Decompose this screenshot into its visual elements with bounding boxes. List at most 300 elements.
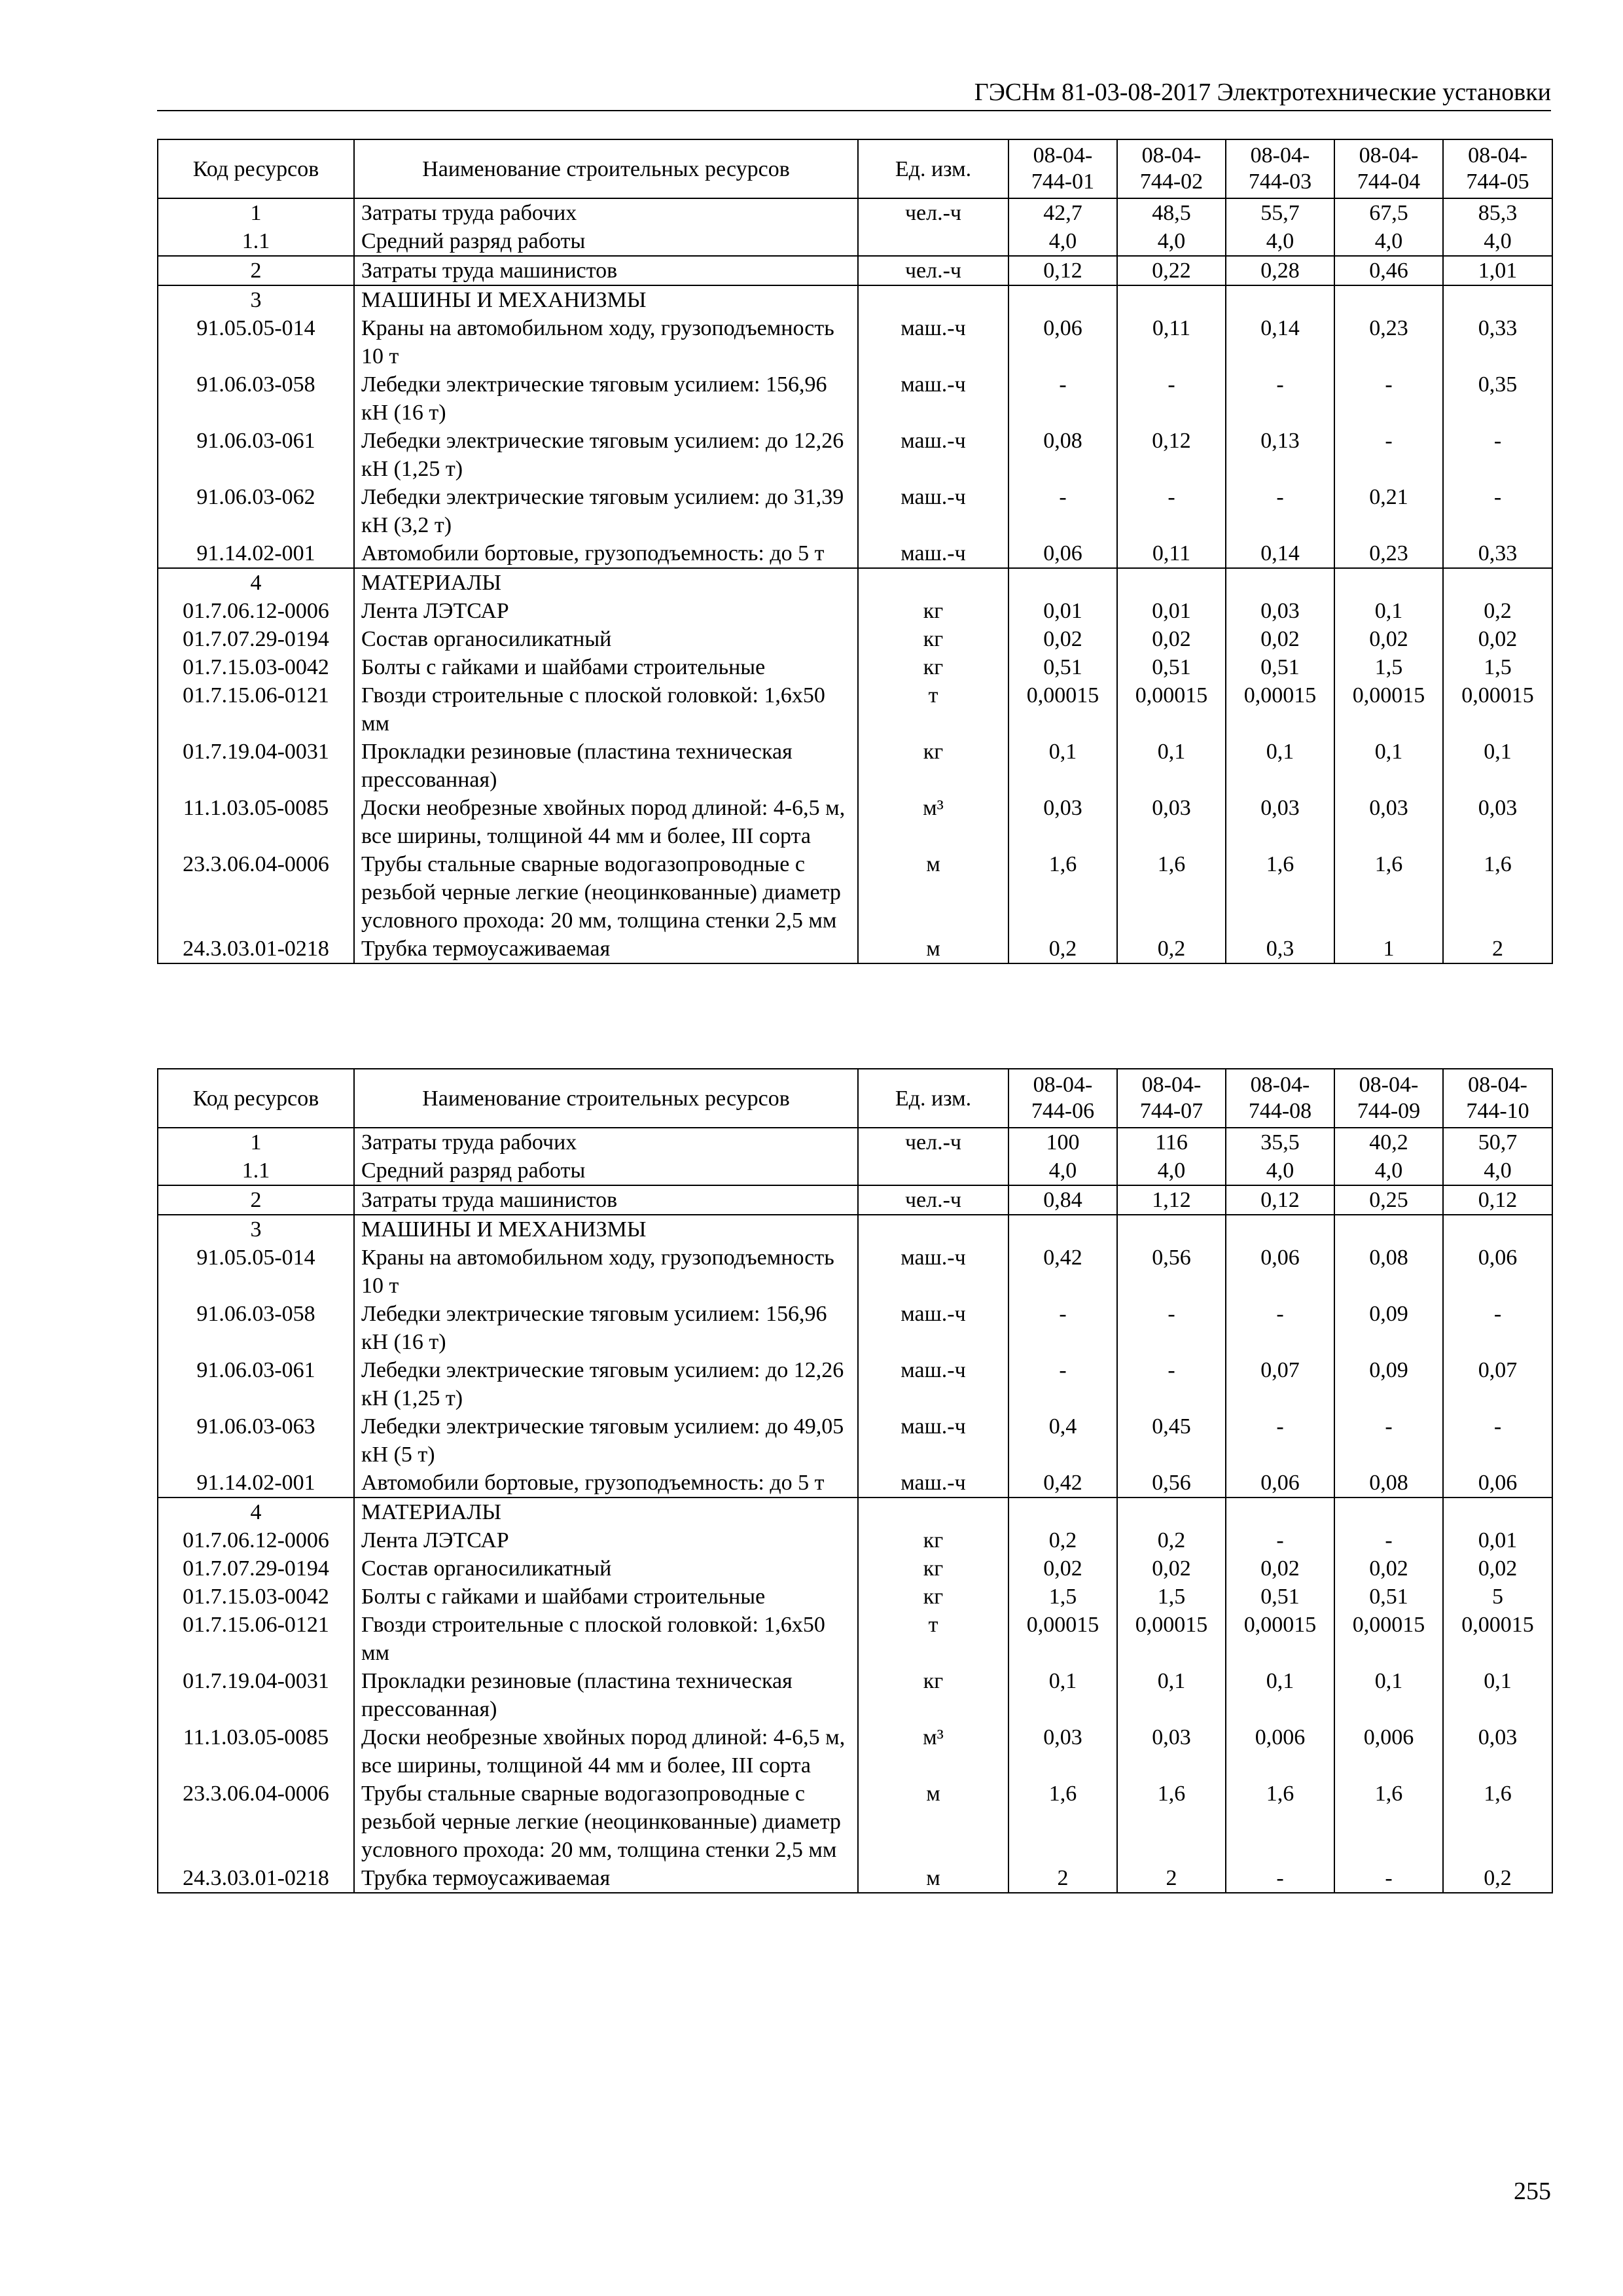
resource-name: Лебедки электрические тяговым усилием: до 12,26 кН (1,25 т)	[354, 1356, 858, 1412]
resource-value: 1,6	[1226, 1780, 1334, 1864]
header-name: Наименование строительных ресурсов	[354, 139, 858, 198]
resource-unit: кг	[858, 1554, 1008, 1583]
table-row	[158, 794, 1552, 850]
resource-value: 1,6	[1443, 850, 1552, 935]
resource-value: 0,11	[1117, 314, 1226, 370]
resource-unit: кг	[858, 1667, 1008, 1723]
resource-code: 01.7.06.12-0006	[158, 597, 354, 625]
resource-value: 0,14	[1226, 314, 1334, 370]
resource-value: 0,03	[1443, 1723, 1552, 1780]
resource-name: Краны на автомобильном ходу, грузоподъемность 10 т	[354, 1244, 858, 1300]
header-rate-line: 08-04-	[1141, 1073, 1202, 1097]
table-row	[158, 1583, 1552, 1611]
resource-value: 0,02	[1008, 625, 1117, 653]
resource-code: 4	[158, 1498, 354, 1526]
resource-unit: маш.-ч	[858, 370, 1008, 427]
resource-value: -	[1117, 1300, 1226, 1356]
resource-value: 0,28	[1226, 256, 1334, 285]
table-row	[158, 1185, 1552, 1215]
resource-value: 4,0	[1008, 1157, 1117, 1185]
header-rate-line: 744-09	[1357, 1099, 1421, 1123]
resource-value	[1117, 568, 1226, 597]
resource-value: 0,1	[1334, 597, 1443, 625]
resource-value: -	[1117, 1356, 1226, 1412]
resource-value: 0,02	[1443, 1554, 1552, 1583]
resource-value	[1334, 285, 1443, 314]
table-row	[158, 227, 1552, 256]
resource-value: 0,00015	[1226, 1611, 1334, 1667]
resource-unit: чел.-ч	[858, 1128, 1008, 1157]
resource-value: 0,2	[1117, 935, 1226, 963]
resource-value: -	[1443, 1412, 1552, 1469]
resource-name: Болты с гайками и шайбами строительные	[354, 653, 858, 681]
resource-value: 1,6	[1334, 850, 1443, 935]
resource-code: 1.1	[158, 227, 354, 256]
resource-value: 35,5	[1226, 1128, 1334, 1157]
resource-value	[1443, 285, 1552, 314]
resource-code: 01.7.06.12-0006	[158, 1526, 354, 1554]
resource-code: 91.06.03-063	[158, 1412, 354, 1469]
resource-value: -	[1226, 1526, 1334, 1554]
resource-value: 1,12	[1117, 1185, 1226, 1215]
resource-value: 1,6	[1117, 1780, 1226, 1864]
resource-code: 23.3.06.04-0006	[158, 850, 354, 935]
resource-value: 4,0	[1008, 227, 1117, 256]
resource-value	[1443, 1498, 1552, 1526]
resource-code: 24.3.03.01-0218	[158, 1864, 354, 1893]
resource-unit: м³	[858, 1723, 1008, 1780]
header-rate-line: 08-04-	[1250, 143, 1310, 168]
resource-code: 2	[158, 256, 354, 285]
header-row	[158, 139, 1552, 198]
resource-name: МАШИНЫ И МЕХАНИЗМЫ	[354, 1215, 858, 1244]
resource-value: 0,07	[1443, 1356, 1552, 1412]
resource-name: Трубы стальные сварные водогазопроводные с резьбой черные легкие (неоцинкованные) диаметр условного прохода: 20 мм, толщина стенки 2,5 мм	[354, 1780, 858, 1864]
header-rate-line: 08-04-	[1033, 1073, 1093, 1097]
resource-value: 0,06	[1443, 1244, 1552, 1300]
resource-value: 0,33	[1443, 539, 1552, 568]
table-row	[158, 1611, 1552, 1667]
resource-value: -	[1443, 427, 1552, 483]
header-rate-code	[1117, 1069, 1226, 1128]
resource-value: 0,00015	[1117, 681, 1226, 738]
resource-value: 2	[1443, 935, 1552, 963]
resource-value: 1,5	[1008, 1583, 1117, 1611]
table-row	[158, 370, 1552, 427]
resource-unit: кг	[858, 1583, 1008, 1611]
header-rate-line: 08-04-	[1141, 143, 1202, 168]
page-number: 255	[1514, 2178, 1551, 2205]
resource-value: 0,35	[1443, 370, 1552, 427]
resource-value	[1008, 285, 1117, 314]
header-rate-line: 744-03	[1248, 170, 1312, 194]
resource-value: 0,42	[1008, 1469, 1117, 1498]
resource-value: 0,09	[1334, 1356, 1443, 1412]
resource-value: 4,0	[1443, 227, 1552, 256]
resource-unit: маш.-ч	[858, 427, 1008, 483]
resource-value: 0,006	[1334, 1723, 1443, 1780]
page-header	[157, 77, 1551, 111]
header-rate-line: 08-04-	[1033, 143, 1093, 168]
header-rate-code	[1334, 139, 1443, 198]
resource-value: 0,02	[1226, 625, 1334, 653]
header-unit: Ед. изм.	[858, 139, 1008, 198]
resource-value: 0,2	[1008, 1526, 1117, 1554]
resource-value: 0,56	[1117, 1469, 1226, 1498]
resource-code: 91.06.03-061	[158, 1356, 354, 1412]
resource-unit: маш.-ч	[858, 1356, 1008, 1412]
resource-value: 1,01	[1443, 256, 1552, 285]
resource-value: 0,02	[1117, 1554, 1226, 1583]
document-title: ГЭСНм 81-03-08-2017 Электротехнические установки	[974, 79, 1551, 106]
resource-value: 0,03	[1117, 1723, 1226, 1780]
resource-value: 0,03	[1334, 794, 1443, 850]
resource-unit	[858, 285, 1008, 314]
resource-value: 0,1	[1334, 738, 1443, 794]
resource-value	[1334, 1498, 1443, 1526]
resource-table-2	[157, 1068, 1553, 1893]
resource-unit: маш.-ч	[858, 314, 1008, 370]
resource-value: 42,7	[1008, 198, 1117, 227]
header-rate-line: 08-04-	[1359, 143, 1419, 168]
resource-value	[1008, 568, 1117, 597]
resource-value: 0,51	[1226, 653, 1334, 681]
header-rate-line: 744-05	[1466, 170, 1529, 194]
header-rate-code	[1334, 1069, 1443, 1128]
resource-value: 0,03	[1226, 794, 1334, 850]
table-row	[158, 1356, 1552, 1412]
resource-value: 0,006	[1226, 1723, 1334, 1780]
resource-value: -	[1334, 427, 1443, 483]
resource-unit: маш.-ч	[858, 1300, 1008, 1356]
header-rate-line: 08-04-	[1468, 1073, 1527, 1097]
resource-value: 0,06	[1226, 1469, 1334, 1498]
resource-value	[1226, 285, 1334, 314]
resource-value: 0,23	[1334, 314, 1443, 370]
resource-value: -	[1226, 1864, 1334, 1893]
resource-value: -	[1443, 1300, 1552, 1356]
table-row	[158, 314, 1552, 370]
resource-value: 0,1	[1226, 1667, 1334, 1723]
table-row	[158, 653, 1552, 681]
resource-value: -	[1008, 1300, 1117, 1356]
resource-code: 01.7.15.06-0121	[158, 1611, 354, 1667]
resource-unit	[858, 1215, 1008, 1244]
resource-name: Лебедки электрические тяговым усилием: 156,96 кН (16 т)	[354, 370, 858, 427]
resource-value: 50,7	[1443, 1128, 1552, 1157]
resource-value: 1,6	[1334, 1780, 1443, 1864]
resource-code: 01.7.19.04-0031	[158, 1667, 354, 1723]
resource-value: 116	[1117, 1128, 1226, 1157]
resource-unit: маш.-ч	[858, 1469, 1008, 1498]
resource-unit: маш.-ч	[858, 1244, 1008, 1300]
resource-value: 0,12	[1117, 427, 1226, 483]
resource-value: -	[1334, 1864, 1443, 1893]
resource-value	[1226, 1498, 1334, 1526]
resource-unit: чел.-ч	[858, 198, 1008, 227]
resource-unit: кг	[858, 738, 1008, 794]
resource-code: 01.7.15.06-0121	[158, 681, 354, 738]
header-code: Код ресурсов	[158, 139, 354, 198]
resource-unit	[858, 1498, 1008, 1526]
header-rate-code	[1226, 1069, 1334, 1128]
resource-code: 3	[158, 285, 354, 314]
resource-value: 0,00015	[1443, 681, 1552, 738]
table-row	[158, 597, 1552, 625]
header-rate-line: 08-04-	[1250, 1073, 1310, 1097]
resource-unit: маш.-ч	[858, 1412, 1008, 1469]
resource-code: 11.1.03.05-0085	[158, 794, 354, 850]
table-row	[158, 625, 1552, 653]
resource-code: 91.05.05-014	[158, 1244, 354, 1300]
resource-value	[1008, 1215, 1117, 1244]
resource-code: 91.05.05-014	[158, 314, 354, 370]
resource-value: 0,02	[1443, 625, 1552, 653]
resource-value: -	[1443, 483, 1552, 539]
resource-value: 5	[1443, 1583, 1552, 1611]
resource-value	[1226, 1215, 1334, 1244]
resource-value: 55,7	[1226, 198, 1334, 227]
resource-value: 0,51	[1008, 653, 1117, 681]
resource-value: 85,3	[1443, 198, 1552, 227]
resource-value	[1117, 1215, 1226, 1244]
resource-value: 1,6	[1117, 850, 1226, 935]
resource-value: 0,01	[1443, 1526, 1552, 1554]
resource-name: Затраты труда рабочих	[354, 198, 858, 227]
resource-unit: маш.-ч	[858, 539, 1008, 568]
resource-value: 0,00015	[1226, 681, 1334, 738]
resource-value: 0,14	[1226, 539, 1334, 568]
resource-unit: чел.-ч	[858, 1185, 1008, 1215]
resource-value: 0,4	[1008, 1412, 1117, 1469]
resource-value: -	[1226, 1412, 1334, 1469]
table-row	[158, 427, 1552, 483]
resource-value: 0,25	[1334, 1185, 1443, 1215]
resource-value: 0,46	[1334, 256, 1443, 285]
resource-unit	[858, 568, 1008, 597]
resource-name: Лебедки электрические тяговым усилием: до 12,26 кН (1,25 т)	[354, 427, 858, 483]
table-row	[158, 738, 1552, 794]
resource-name: Прокладки резиновые (пластина техническая прессованная)	[354, 738, 858, 794]
table-row	[158, 1554, 1552, 1583]
resource-value: 1,6	[1008, 1780, 1117, 1864]
resource-value: 0,12	[1008, 256, 1117, 285]
header-rate-line: 08-04-	[1468, 143, 1527, 168]
resource-value: 0,00015	[1008, 681, 1117, 738]
table-row	[158, 483, 1552, 539]
resource-value: -	[1226, 370, 1334, 427]
resource-value: 0,2	[1443, 597, 1552, 625]
resource-code: 3	[158, 1215, 354, 1244]
table-row	[158, 539, 1552, 568]
resource-value: 0,22	[1117, 256, 1226, 285]
resource-name: Автомобили бортовые, грузоподъемность: до 5 т	[354, 539, 858, 568]
table-row	[158, 1780, 1552, 1864]
resource-unit: т	[858, 1611, 1008, 1667]
header-rate-line: 744-06	[1031, 1099, 1095, 1123]
resource-name: Лебедки электрические тяговым усилием: до 31,39 кН (3,2 т)	[354, 483, 858, 539]
resource-name: Затраты труда рабочих	[354, 1128, 858, 1157]
resource-code: 24.3.03.01-0218	[158, 935, 354, 963]
resource-value: 0,51	[1117, 653, 1226, 681]
table-row	[158, 198, 1552, 227]
resource-value: 0,42	[1008, 1244, 1117, 1300]
resource-unit: м	[858, 850, 1008, 935]
header-code: Код ресурсов	[158, 1069, 354, 1128]
resource-value: 0,08	[1334, 1244, 1443, 1300]
resource-name: Доски необрезные хвойных пород длиной: 4-6,5 м, все ширины, толщиной 44 мм и более, III сорта	[354, 794, 858, 850]
resource-value: 4,0	[1226, 227, 1334, 256]
header-rate-line: 744-10	[1466, 1099, 1529, 1123]
table-row	[158, 1498, 1552, 1526]
resource-value: -	[1226, 483, 1334, 539]
header-row	[158, 1069, 1552, 1128]
table-row	[158, 935, 1552, 963]
resource-value: 0,03	[1226, 597, 1334, 625]
resource-name: Гвозди строительные с плоской головкой: 1,6х50 мм	[354, 1611, 858, 1667]
resource-code: 01.7.07.29-0194	[158, 625, 354, 653]
resource-name: Трубка термоусаживаемая	[354, 935, 858, 963]
resource-name: Трубы стальные сварные водогазопроводные с резьбой черные легкие (неоцинкованные) диаметр условного прохода: 20 мм, толщина стенки 2,5 мм	[354, 850, 858, 935]
resource-value: 0,2	[1443, 1864, 1552, 1893]
header-rate-line: 744-08	[1248, 1099, 1312, 1123]
table-row	[158, 256, 1552, 285]
resource-table-1	[157, 139, 1553, 964]
resource-name: МАТЕРИАЛЫ	[354, 1498, 858, 1526]
resource-value	[1334, 1215, 1443, 1244]
resource-unit: м	[858, 1780, 1008, 1864]
resource-value: 0,01	[1008, 597, 1117, 625]
resource-unit: м	[858, 935, 1008, 963]
resource-value: 0,12	[1443, 1185, 1552, 1215]
resource-name: Состав органосиликатный	[354, 1554, 858, 1583]
resource-name: Лебедки электрические тяговым усилием: 156,96 кН (16 т)	[354, 1300, 858, 1356]
resource-value: 0,00015	[1443, 1611, 1552, 1667]
resource-unit	[858, 1157, 1008, 1185]
resource-code: 91.06.03-058	[158, 370, 354, 427]
resource-unit: кг	[858, 1526, 1008, 1554]
resource-value: 0,08	[1334, 1469, 1443, 1498]
resource-code: 01.7.07.29-0194	[158, 1554, 354, 1583]
resource-code: 11.1.03.05-0085	[158, 1723, 354, 1780]
resource-value: 0,45	[1117, 1412, 1226, 1469]
resource-value: 0,51	[1334, 1583, 1443, 1611]
resource-value	[1443, 568, 1552, 597]
resource-value: 0,51	[1226, 1583, 1334, 1611]
resource-value: 0,13	[1226, 427, 1334, 483]
resource-code: 01.7.15.03-0042	[158, 1583, 354, 1611]
resource-value: 0,03	[1008, 1723, 1117, 1780]
table-row	[158, 568, 1552, 597]
resource-value: 4,0	[1117, 1157, 1226, 1185]
resource-value: 100	[1008, 1128, 1117, 1157]
resource-unit: м³	[858, 794, 1008, 850]
resource-code: 01.7.15.03-0042	[158, 653, 354, 681]
resource-name: Трубка термоусаживаемая	[354, 1864, 858, 1893]
resource-value: 0,2	[1008, 935, 1117, 963]
resource-value: -	[1008, 1356, 1117, 1412]
resource-name: Болты с гайками и шайбами строительные	[354, 1583, 858, 1611]
resource-code: 1	[158, 1128, 354, 1157]
resource-name: Гвозди строительные с плоской головкой: 1,6х50 мм	[354, 681, 858, 738]
resource-value: 0,03	[1117, 794, 1226, 850]
resource-name: Лента ЛЭТСАР	[354, 1526, 858, 1554]
resource-code: 91.06.03-062	[158, 483, 354, 539]
resource-value: 0,00015	[1117, 1611, 1226, 1667]
resource-value: 2	[1117, 1864, 1226, 1893]
resource-name: Краны на автомобильном ходу, грузоподъемность 10 т	[354, 314, 858, 370]
resource-value: 4,0	[1334, 1157, 1443, 1185]
resource-name: МАШИНЫ И МЕХАНИЗМЫ	[354, 285, 858, 314]
resource-value: 0,1	[1117, 1667, 1226, 1723]
resource-unit: кг	[858, 625, 1008, 653]
resource-unit: кг	[858, 597, 1008, 625]
header-name: Наименование строительных ресурсов	[354, 1069, 858, 1128]
table-row	[158, 1244, 1552, 1300]
table-row	[158, 1128, 1552, 1157]
resource-value: 1,6	[1226, 850, 1334, 935]
resource-value: -	[1117, 483, 1226, 539]
header-rate-code	[1008, 139, 1117, 198]
resource-value: -	[1008, 370, 1117, 427]
header-rate-code	[1226, 139, 1334, 198]
resource-name: Лебедки электрические тяговым усилием: до 49,05 кН (5 т)	[354, 1412, 858, 1469]
resource-value: 1,5	[1117, 1583, 1226, 1611]
resource-value: 0,33	[1443, 314, 1552, 370]
header-rate-line: 744-07	[1139, 1099, 1204, 1123]
resource-name: Лента ЛЭТСАР	[354, 597, 858, 625]
resource-value: 0,00015	[1008, 1611, 1117, 1667]
resource-value: -	[1334, 370, 1443, 427]
resource-value: 0,2	[1117, 1526, 1226, 1554]
table-row	[158, 1157, 1552, 1185]
resource-value: 48,5	[1117, 198, 1226, 227]
header-rate-code	[1008, 1069, 1117, 1128]
table-row	[158, 850, 1552, 935]
resource-value	[1443, 1215, 1552, 1244]
resource-value: 0,1	[1008, 738, 1117, 794]
resource-name: Прокладки резиновые (пластина техническая прессованная)	[354, 1667, 858, 1723]
resource-value: 1	[1334, 935, 1443, 963]
resource-value: 0,08	[1008, 427, 1117, 483]
header-unit: Ед. изм.	[858, 1069, 1008, 1128]
header-rate-line: 744-01	[1031, 170, 1095, 194]
resource-value	[1334, 568, 1443, 597]
table-row	[158, 1215, 1552, 1244]
table-row	[158, 1723, 1552, 1780]
resource-value	[1008, 1498, 1117, 1526]
resource-unit: маш.-ч	[858, 483, 1008, 539]
resource-value: 0,23	[1334, 539, 1443, 568]
resource-name: Средний разряд работы	[354, 1157, 858, 1185]
resource-value	[1117, 285, 1226, 314]
resource-name: Средний разряд работы	[354, 227, 858, 256]
table-row	[158, 681, 1552, 738]
table-row	[158, 1469, 1552, 1498]
resource-code: 2	[158, 1185, 354, 1215]
resource-unit: т	[858, 681, 1008, 738]
resource-name: Состав органосиликатный	[354, 625, 858, 653]
resource-value: 0,1	[1226, 738, 1334, 794]
resource-code: 4	[158, 568, 354, 597]
resource-value: 0,1	[1334, 1667, 1443, 1723]
resource-value: -	[1008, 483, 1117, 539]
table-row	[158, 1864, 1552, 1893]
resource-code: 91.14.02-001	[158, 1469, 354, 1498]
header-rate-line: 744-04	[1357, 170, 1421, 194]
header-rate-code	[1443, 1069, 1552, 1128]
resource-value: 4,0	[1334, 227, 1443, 256]
